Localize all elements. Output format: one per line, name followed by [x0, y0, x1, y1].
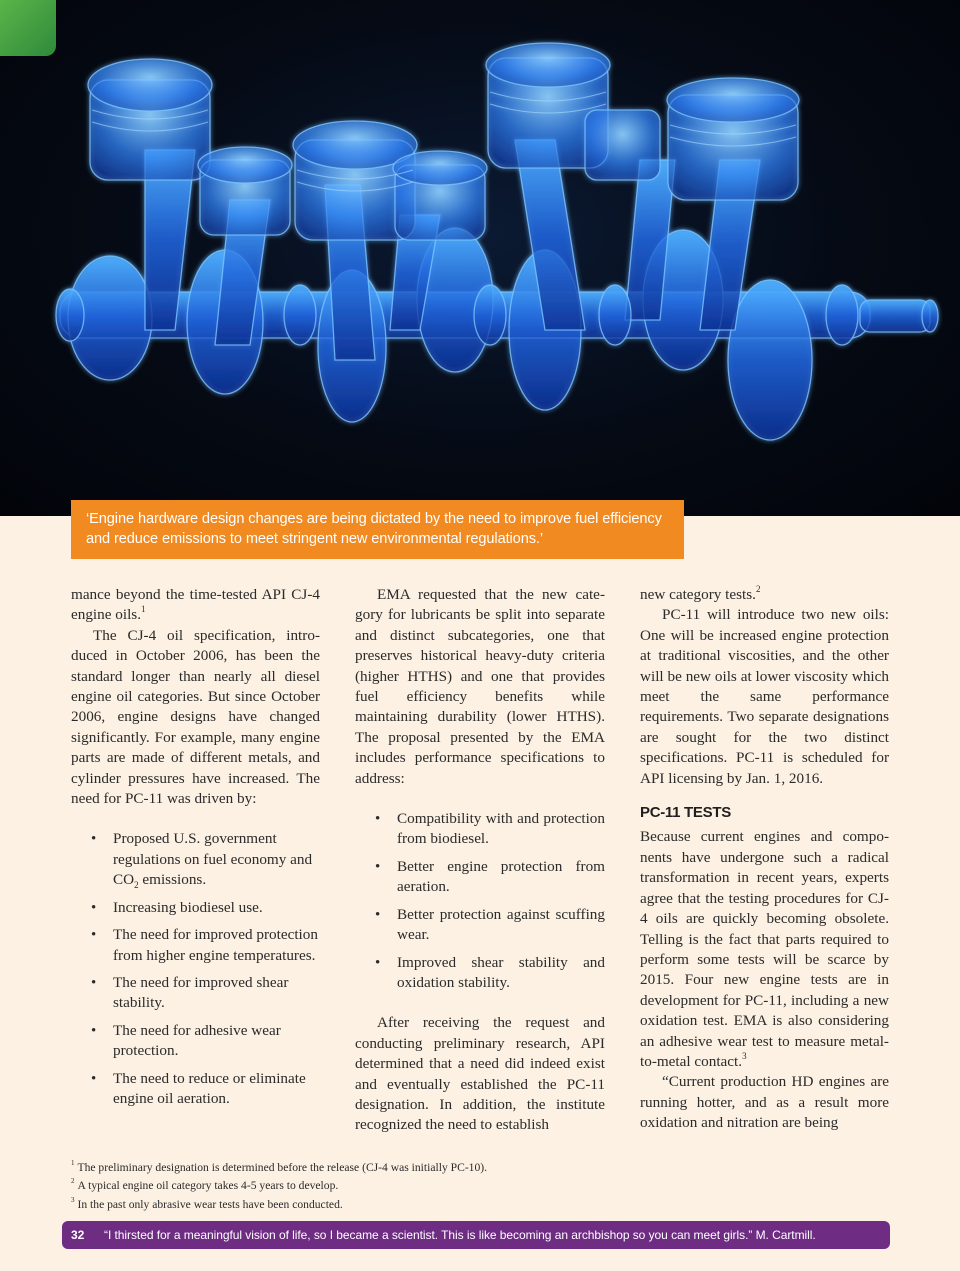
list-item: • Compatibility with and protection from biodiesel. [375, 810, 605, 848]
footnote: $^1$ The preliminary designation is determined before the release (CJ-4 was initially PC-10). [71, 1159, 488, 1174]
pull-quote-callout [71, 500, 684, 559]
article-column-2 [355, 585, 605, 1136]
article-column-3 [640, 585, 889, 1134]
list-item: • Increasing biodiesel use. [91, 898, 263, 916]
drivers-list [71, 829, 320, 1109]
paragraph: “Current production HD engines are running hotter, and as a result more oxidation and nitration are being [640, 1073, 889, 1132]
paragraph: After receiving the request and conducting preliminary research, API determined that a need did indeed exist and eventually established the PC-11 designation. In addition, the institute recognized the need to establish [355, 1014, 605, 1134]
engine-crankshaft-image [0, 0, 960, 516]
paragraph: Because current engines and components have undergone such a radical transformation in recent years, experts agree that the testing procedures for CJ-4 oils are quickly becoming obsolete. Telling is the fact that parts required to perform some tests will be scarce by 2015. Four new engine tests are in development for PC-11, including a new oxidation test. EMA is also considering an adhesive wear test to measure metal-to-metal contact.$^3$ [640, 828, 889, 1070]
footnote-ref: 2 [755, 583, 761, 594]
list-item: • The need for improved shear stability. [91, 973, 289, 1012]
pull-quote-line-2: and reduce emissions to meet stringent new environmental regulations.’ [86, 531, 544, 547]
footnote: $^3$ In the past only abrasive wear tests have been conducted. [71, 1195, 343, 1211]
paragraph: mance beyond the time-tested API CJ-4 engine oils.$^1$ [71, 586, 320, 624]
list-item: • The need to reduce or eliminate engine oil aeration. [91, 1069, 306, 1107]
section-color-tab [0, 0, 56, 56]
paragraph: EMA requested that the new category for lubricants be split into separate and distinct subcategories, one that preserves historical heavy-duty criteria (higher HTHS) and one that provides fuel efficiency benefits while maintaining durability (lower HTHS). The proposal presented by the EMA includes performance specifications to address: [355, 586, 605, 787]
footnote: $^2$ A typical engine oil category takes 4-5 years to develop. [71, 1177, 339, 1193]
list-item: • Proposed U.S. government regulations on fuel economy and $CO_2$ emissions. [91, 830, 313, 891]
footer-quote: “I thirsted for a meaningful vision of life, so I became a scientist. This is like becoming an archbishop so you can meet girls.” M. Cartmill. [104, 1228, 816, 1242]
article-column-1 [71, 585, 320, 1116]
paragraph: new category tests.$^2$ [640, 583, 761, 603]
paragraph: PC-11 will introduce two new oils: One will be increased engine protection at traditional viscosities, and the other will be new oils at lower viscosity which meet the same performance requirements. Two separate designations are sought for the two distinct specifications. PC-11 is scheduled for API licensing by Jan. 1, 2016. [640, 606, 889, 787]
list-item: • The need for adhesive wear protection. [91, 1021, 281, 1060]
pull-quote-line-1: ‘Engine hardware design changes are being dictated by the need to improve fuel efficiency [86, 511, 662, 527]
footer-bar [62, 1221, 890, 1249]
specifications-list [355, 809, 605, 993]
list-item: • The need for improved protection from higher engine temperatures. [91, 926, 318, 964]
list-item: • Better protection against scuffing wear. [375, 905, 605, 944]
footnote-ref: 1 [141, 604, 146, 615]
paragraph: The CJ-4 oil specification, introduced in October 2006, has been the standard longer than nearly all diesel engine oil categories. But since October 2006, engine designs have changed significantly. For example, many engine parts are made of different metals, and cylinder pressures have increased. The need for PC-11 was driven by: [71, 626, 320, 808]
section-heading: PC-11 TESTS [640, 804, 731, 822]
page-number: 32 [71, 1228, 85, 1242]
footnote-ref: 3 [742, 1050, 747, 1061]
footnotes [71, 1157, 871, 1212]
list-item: • Better engine protection from aeration. [375, 857, 605, 896]
list-item: • Improved shear stability and oxidation stability. [375, 953, 605, 991]
crankshaft-illustration [0, 0, 960, 516]
